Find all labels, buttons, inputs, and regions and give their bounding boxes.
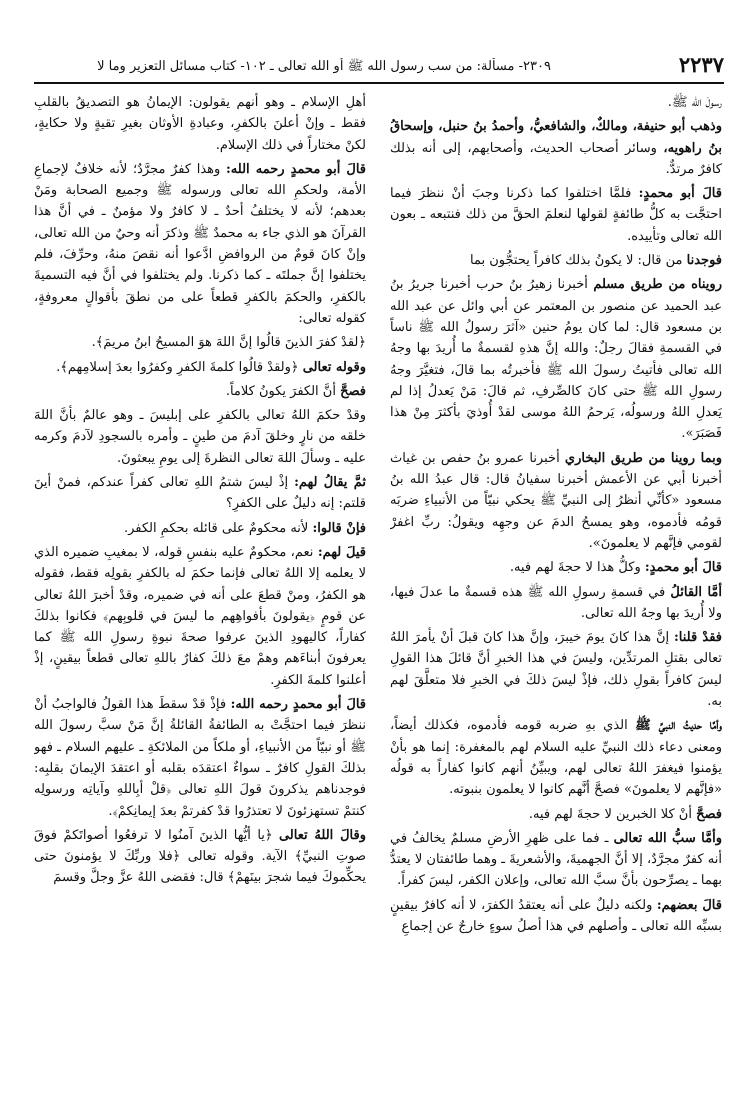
paragraph-text: الذي بهِ ضربه قومه فأدموه، فكذلك أيضاً، ومعنى دعاء ذلك النبيِّ عليه السلام لهم بالمغفرة: إنما هو بأنْ يؤمنوا فيغفرَ اللهُ تعالى لهم، ويبيِّنُ أنهم كانوا كفاراً به قولُه «فإنَّهم لا يعلمونَ» فصحَّ أنَّهم كانوا لا يعلمون بنبوته. bbox=[390, 718, 722, 798]
paragraph-lead: وبما روينا من طريق البخاري bbox=[564, 450, 722, 466]
paragraph-text: وكلُّ هذا لا حجةَ لهم فيه. bbox=[509, 560, 641, 576]
paragraph bbox=[34, 542, 366, 691]
running-title: ٢٣٠٩- مسألة: من سب رسول الله ﷺ أو الله تعالى ـ ١٠٢- كتاب مسائل التعزير وما لا bbox=[97, 59, 551, 74]
left-column bbox=[34, 92, 366, 1092]
paragraph-lead: فصحَّ bbox=[696, 806, 722, 822]
paragraph-lead: أمَّا القائلُ bbox=[670, 584, 722, 600]
paragraph-lead: فوجدنا bbox=[686, 253, 722, 269]
paragraph-lead: فصحَّ bbox=[340, 383, 366, 399]
paragraph-text: أهلِ الإسلام ـ وهو أنهم يقولون: الإيمانُ هو التصديقُ بالقلبِ فقط ـ وإنْ أعلنَ بالكفرِ، وعبادةِ الأوثان بغيرِ تقيةٍ ولا حكايةٍ، لكنْ مختاراً في ذلك الإسلام. bbox=[34, 95, 366, 153]
paragraph bbox=[390, 448, 722, 554]
paragraph-text: ﴿لقدْ كفرَ الذينَ قالُوا إنَّ اللهَ هوَ المسيحُ ابنُ مريمَ﴾. bbox=[91, 335, 366, 351]
page-header bbox=[34, 52, 724, 84]
paragraph bbox=[34, 357, 366, 378]
paragraph-lead: وقالَ اللهُ تعالى bbox=[278, 827, 366, 843]
paragraph-lead: قالَ بعضهم: bbox=[656, 897, 722, 913]
paragraph-text: أنَّ الكفرَ يكونُ كلاماً. bbox=[225, 383, 336, 399]
paragraph-lead: فقدْ قلنا: bbox=[673, 630, 722, 646]
paragraph-text: فلمَّا اختلفوا كما ذكرنا وجبَ أنْ ننظرَ فيما احتجَّت به كلُّ طائفةٍ لقولها لنعلمَ الحقَّ من ذلك فنتبعه ـ بعون الله تعالى وتأييده. bbox=[390, 186, 722, 244]
paragraph-text: نعم، محكومٌ عليه بنفسِ قوله، لا بمغيبِ ضميره الذي لا يعلمه إلا اللهُ تعالى فإنما حكمَ له بالكفرِ بقولِه فقط، فقوله هو الكفرُ، ومنْ قطعَ على أنه في ضميره، وقدْ أخبرَ اللهُ تعالى عن قومٍ ﴿يقولونَ بأفواهِهم ما ليسَ في قلوبِهم﴾ فكانوا بذلكَ كفاراً، كاليهودِ الذينَ عرفوا صحةَ نبوةِ رسولِ الله ﷺ كما يعرفونَ أبناءَهم وهمْ معَ ذلكَ كفارٌ باللهِ تعالى قطعاً بيقينٍ، إذْ أعلنوا كلمةَ الكفرِ. bbox=[34, 544, 366, 688]
paragraph-text: وقدْ حكمَ اللهُ تعالى بالكفرِ على إبليسَ ـ وهو عالمٌ بأنَّ اللهَ خلقه من نارٍ وخلقَ آدمَ من طينٍ ـ وأمره بالسجودِ لآدمَ وكرمه عليه ـ وسألَ اللهَ تعالى النظرةَ إلى يومِ يبعثونَ. bbox=[34, 408, 366, 466]
paragraph bbox=[34, 518, 366, 539]
paragraph-lead: قالَ أبو محمدٍ: bbox=[644, 560, 722, 576]
paragraph bbox=[34, 332, 366, 353]
paragraph bbox=[390, 804, 722, 825]
paragraph bbox=[34, 472, 366, 515]
paragraph bbox=[390, 557, 722, 578]
paragraph-text: ولكنه دليلٌ على أنه يعتقدُ الكفرَ، لا أنه كافرٌ بيقينٍ بسبِّه الله تعالى ـ وأصلهم في هذا أصلُ سوءٍ خارجٌ عن إجماعِ bbox=[390, 897, 722, 934]
paragraph-lead: وأمَّا سبُّ الله تعالى bbox=[613, 830, 722, 846]
paragraph bbox=[390, 274, 722, 444]
paragraph-lead: قالَ أبو محمدٍ رحمه الله: bbox=[230, 697, 366, 713]
paragraph bbox=[390, 715, 722, 800]
paragraph-lead: وقوله تعالى bbox=[302, 359, 366, 375]
paragraph bbox=[390, 828, 722, 892]
paragraph-lead: قالَ أبو محمدٍ: bbox=[638, 186, 722, 202]
paragraph bbox=[390, 116, 722, 180]
paragraph-text: أنْ كلا الخبرين لا حجةَ لهم فيه. bbox=[528, 806, 692, 822]
paragraph-lead: قيلَ لهم: bbox=[317, 544, 366, 560]
paragraph-text: وهذا كفرٌ مجرَّدٌ؛ لأنه خلافٌ لإجماعِ الأمة، ولحكمِ الله تعالى ورسوله ﷺ وجميع الصحابة ومَنْ بعدهم؛ لأنه لا يختلفُ أحدٌ ـ لا كافرٌ ولا مؤمنٌ ـ في أنَّ هذا القرآنَ هو الذي جاء به محمدٌ ﷺ وذكرَ أنه وحيٌ من الله تعالى، وإنْ كانَ قومٌ من الروافضِ ادَّعوا أنه نقصَ منهُ، وحرِّفَ، فلم يختلفوا إنَّ جملتَه ـ كما ذكرنا. ولم يختلفوا في أنَّ فيه التسميةَ بالكفرِ، والحكمَ بالكفرِ قطعاً على من نطقَ بأقوالٍ معروفةٍ، كقوله تعالى: bbox=[34, 161, 366, 326]
page-number: ٢٢٣٧ bbox=[678, 52, 724, 77]
paragraph-text: إنَّ هذا كانَ يومَ خيبرَ، وإنَّ هذا كانَ قبلَ أنْ يأمرَ اللهُ تعالى بقتلِ المرتدِّين، وليسَ في هذا الخبرِ أنَّ قائلَ هذا القولِ ليسَ كافراً بقولِ ذلك، فإذْ ليسَ ذلكَ في الخبرِ فلا متعلَّقَ لهم به. bbox=[390, 630, 722, 710]
paragraph bbox=[34, 92, 366, 156]
paragraph-text: أخبرنا زهيرُ بنُ حرب أخبرنا جريرُ بنُ عبد الحميد عن منصور بن المعتمر عن أبي وائل عن عبد الله بن مسعود قال: لما كان يومُ حنين «آثرَ رسولُ الله ﷺ ناساً في القسمةِ فقالَ رجلٌ: والله إنَّ هذهِ لقسمةٌ ما أُريدَ بها وجهُ الله تعالى فأتيتُ رسولَ الله ﷺ فأخبرتُه بما قالَ، فتغيَّرَ وجهُ رسولِ الله ﷺ حتى كانَ كالصِّرفِ، ثم قالَ: مَنْ يَعدلُ إذا لم يَعدلِ اللهُ ورسولُه، يَرحمُ اللهُ موسى لقدْ أُوذيَ بأكثرَ مِنْ هذا فَصَبَرَ». bbox=[390, 277, 722, 442]
paragraph-text: من قال: لا يكونُ بذلك كافراً يحتجُّون بما bbox=[470, 253, 683, 269]
paragraph-text: ﴿يا أيُّها الذينَ آمنُوا لا ترفعُوا أصواتَكمْ فوقَ صوتِ النبيِّ﴾ الآية. وقوله تعالى ﴿فلا وربِّكَ لا يؤمنونَ حتى يحكِّموكَ فيما شجرَ بينَهمْ﴾ قال: فقضى اللهُ عزَّ وجلَّ وقسمَ bbox=[34, 827, 366, 886]
paragraph-text: وسائر أصحاب الحديث، وأصحابهم، إلى أنه بذلك كافرٌ مرتدٌّ. bbox=[390, 140, 722, 177]
paragraph bbox=[390, 250, 722, 271]
paragraph bbox=[390, 183, 722, 247]
paragraph-lead: قالَ أبو محمدٍ رحمه الله: bbox=[226, 161, 366, 177]
paragraph bbox=[34, 381, 366, 402]
paragraph-text: لأنه محكومٌ على قائله بحكمِ الكفر. bbox=[123, 520, 309, 536]
paragraph bbox=[34, 825, 366, 889]
paragraph-text: أخبرنا عمرو بنُ حفص بن غياث أخبرنا أبي عن الأعمش أخبرنا سفيانُ قال: قال عبدُ الله بنُ مسعود «كأنِّي أنظرُ إلى النبيِّ ﷺ يحكي نبيّاً من الأنبياءِ ضربَه قومُه فأدموه، وهو يمسحُ الدمَ عن وجهِه ويقولُ: ربِّ اغفرْ لقومي فإنَّهم لا يعلمونَ». bbox=[390, 450, 722, 551]
right-column bbox=[390, 92, 722, 1092]
paragraph-lead: وذهب أبو حنيفة، ومالكٌ، والشافعيُّ، وأحمدُ بنُ حنبل، وإسحاقُ بنُ راهويه، bbox=[390, 119, 722, 156]
paragraph bbox=[390, 92, 722, 113]
paragraph-text: ﴿ولقدْ قالُوا كلمةَ الكفرِ وكفرُوا بعدَ إسلامِهم﴾. bbox=[56, 359, 299, 375]
paragraph-lead: وأمَّا حديثُ النبيِّ ﷺ bbox=[635, 718, 722, 734]
paragraph bbox=[390, 895, 722, 938]
paragraph-text: رسولَ الله ﷺ. bbox=[667, 95, 722, 110]
paragraph bbox=[34, 405, 366, 469]
paragraph-lead: ثمَّ يقالُ لهم: bbox=[294, 475, 366, 491]
paragraph bbox=[390, 627, 722, 712]
paragraph-text: في قسمةِ رسولِ الله ﷺ هذه قسمةٌ ما عدلَ فيها، ولا أُريدَ بها وجهُ الله تعالى. bbox=[390, 584, 722, 621]
paragraph-lead: رويناه من طريق مسلم bbox=[593, 277, 722, 293]
paragraph bbox=[34, 159, 366, 329]
paragraph bbox=[390, 582, 722, 625]
paragraph-text: فإذْ قدْ سقطَ هذا القولُ فالواجبُ أنْ ننظرَ فيما احتجَّتْ به الطائفةُ القائلةُ إنَّ مَنْ سبَّ رسولَ الله ﷺ أو نبيّاً من الأنبياءِ، أو ملكاً من الملائكةِ ـ عليهم السلام ـ فهو بذلكَ القولِ كافرٌ ـ سواءٌ اعتقدَه بقلبه أو اعتقدَ الإيمانَ بقلبِه: فوجدناهم يذكرونَ قولَ اللهِ تعالى ﴿قلْ أبِاللهِ وآياتِه ورسولِه كنتمْ تستهزئونَ لا تعتذرُوا قدْ كفرتمْ بعدَ إيمانِكمْ﴾. bbox=[34, 697, 366, 819]
paragraph-text: ـ فما على ظهرِ الأرضِ مسلمٌ يخالفُ في أنه كفرٌ مجرَّدٌ، إلا أنَّ الجهميةَ، والأشعريةَ ـ وهما طائفتان لا يعتدُّ بهما ـ يصرِّحون بأنَّ سبَّ الله تعالى، وإعلان الكفر، ليسَ كفراً. bbox=[390, 830, 722, 889]
paragraph-text: إذْ ليسَ شتمُ اللهِ تعالى كفراً عندكم، فمنْ أينَ قلتم: إنه دليلٌ على الكفرِ؟ bbox=[34, 475, 366, 512]
paragraph-lead: فإنْ قالوا: bbox=[312, 520, 366, 536]
paragraph bbox=[34, 694, 366, 822]
